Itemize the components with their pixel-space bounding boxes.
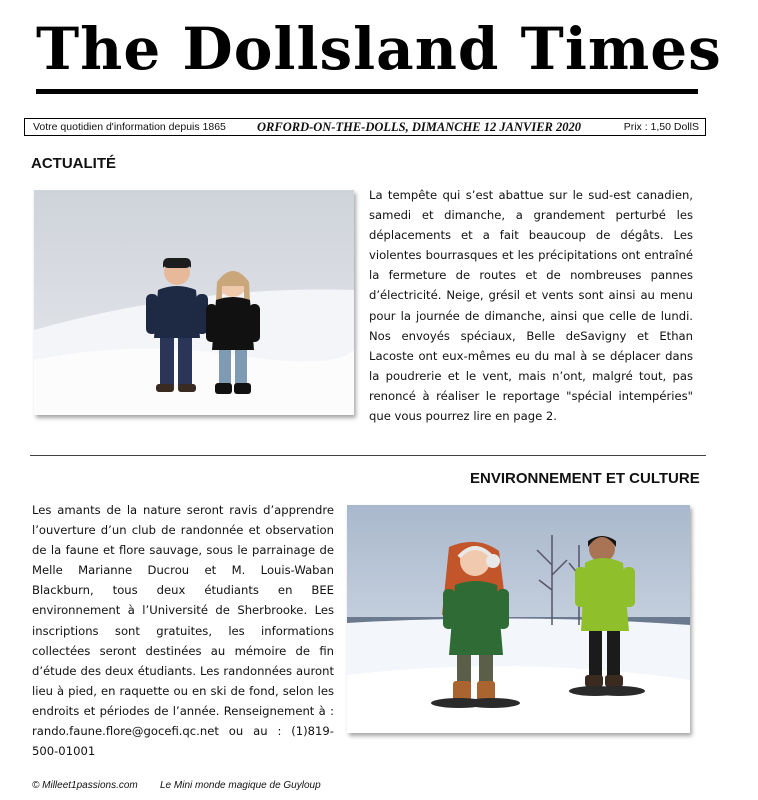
masthead-title: The Dollsland Times	[36, 15, 722, 83]
footer-credit: Le Mini monde magique de Guyloup	[160, 780, 321, 791]
culture-photo	[347, 505, 690, 733]
dateline-bar	[24, 118, 706, 136]
footer-copyright: © Milleet1passions.com	[32, 780, 138, 791]
masthead-rule	[36, 89, 698, 94]
news-heading: ACTUALITÉ	[31, 155, 116, 172]
dateline-price: Prix : 1,50 DollS	[623, 121, 699, 133]
dolls-in-snow-image	[34, 190, 354, 415]
culture-article: Les amants de la nature seront ravis d’apprendre l’ouverture d’un club de randonnée et observation de la faune et flore sauvage, sous le parrainage de Melle Marianne Ducrou et M. Louis-Waban Blackburn, tous deux étudiants en BEE environnement à l’Université de Sherbrooke. Les inscriptions sont gratuites, les informations collectées seront destinées au mémoire de fin d’étude des deux étudiants. Les randonnées auront lieu à pied, en raquette ou en ski de fond, selon les endroits et périodes de l’année. Renseignement à : rando.faune.flore@gocefi.qc.net ou au : (1)819-500-01001	[32, 503, 334, 759]
dateline-place-date: ORFORD-ON-THE-DOLLS, DIMANCHE 12 JANVIER 2020	[257, 120, 581, 134]
section-divider	[30, 455, 706, 456]
culture-heading: ENVIRONNEMENT ET CULTURE	[470, 470, 700, 487]
dateline-tagline: Votre quotidien d'information depuis 1865	[33, 121, 226, 133]
news-article: La tempête qui s’est abattue sur le sud-est canadien, samedi et dimanche, a grandement perturbé les déplacements et a fait beaucoup de dégâts. Les violentes bourrasques et les précipitations ont entraîné la fermeture de routes et de nombreuses pannes d’électricité. Neige, grésil et vents sont ainsi au menu pour la journée de dimanche, ainsi que celle de lundi. Nos envoyés spéciaux, Belle deSavigny et Ethan Lacoste ont eux-mêmes eu du mal à se déplacer dans la poudrerie et le vent, mais n’ont, malgré tout, pas renoncé à réaliser le reportage "spécial intempéries" que vous pourrez lire en page 2.	[369, 188, 693, 424]
news-photo	[34, 190, 354, 415]
hikers-in-snow-image	[347, 505, 690, 733]
